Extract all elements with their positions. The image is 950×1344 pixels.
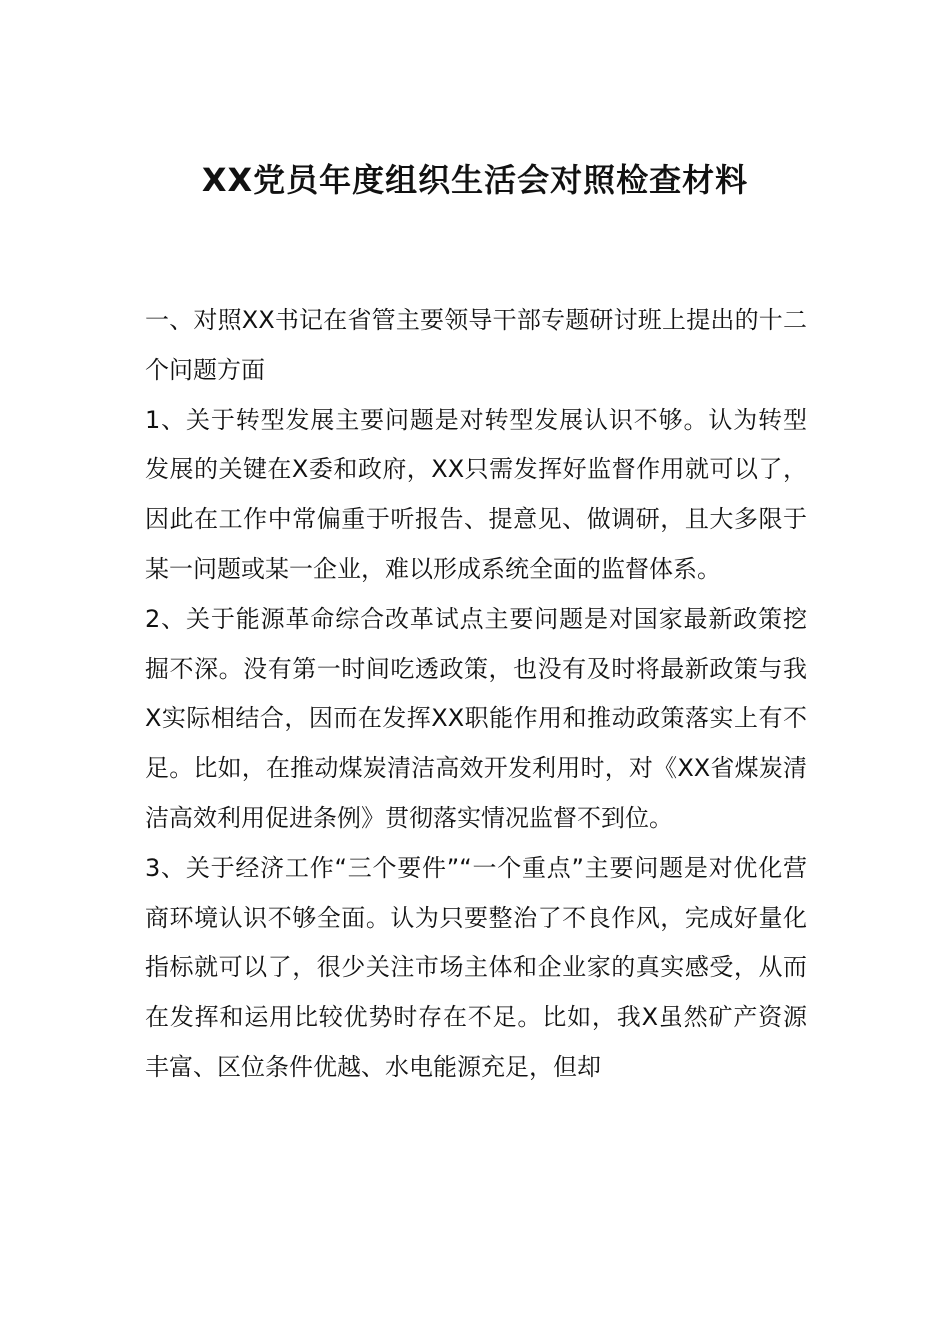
document-title: XX党员年度组织生活会对照检查材料 — [201, 161, 749, 199]
paragraph-item-3: 3、关于经济工作“三个要件”“一个重点”主要问题是对优化营商环境认识不够全面。认为只要整治了不良作风，完成好量化指标就可以了，很少关注市场主体和企业家的真实感受，从而在发挥和运用比较优势时存在不足。比如，我X虽然矿产资源丰富、区位条件优越、水电能源充足，但却 — [145, 853, 807, 1081]
paragraph-item-1: 1、关于转型发展主要问题是对转型发展认识不够。认为转型发展的关键在X委和政府，XX只需发挥好监督作用就可以了，因此在工作中常偏重于听报告、提意见、做调研，且大多限于某一问题或某一企业，难以形成系统全面的监督体系。 — [145, 405, 807, 583]
paragraph-item-2: 2、关于能源革命综合改革试点主要问题是对国家最新政策挖掘不深。没有第一时间吃透政策，也没有及时将最新政策与我X实际相结合，因而在发挥XX职能作用和推动政策落实上有不足。比如，在推动煤炭清洁高效开发利用时，对《XX省煤炭清洁高效利用促进条例》贯彻落实情况监督不到位。 — [145, 604, 807, 832]
document-body — [145, 296, 807, 1093]
section-heading: 一、对照XX书记在省管主要领导干部专题研讨班上提出的十二个问题方面 — [145, 306, 807, 384]
